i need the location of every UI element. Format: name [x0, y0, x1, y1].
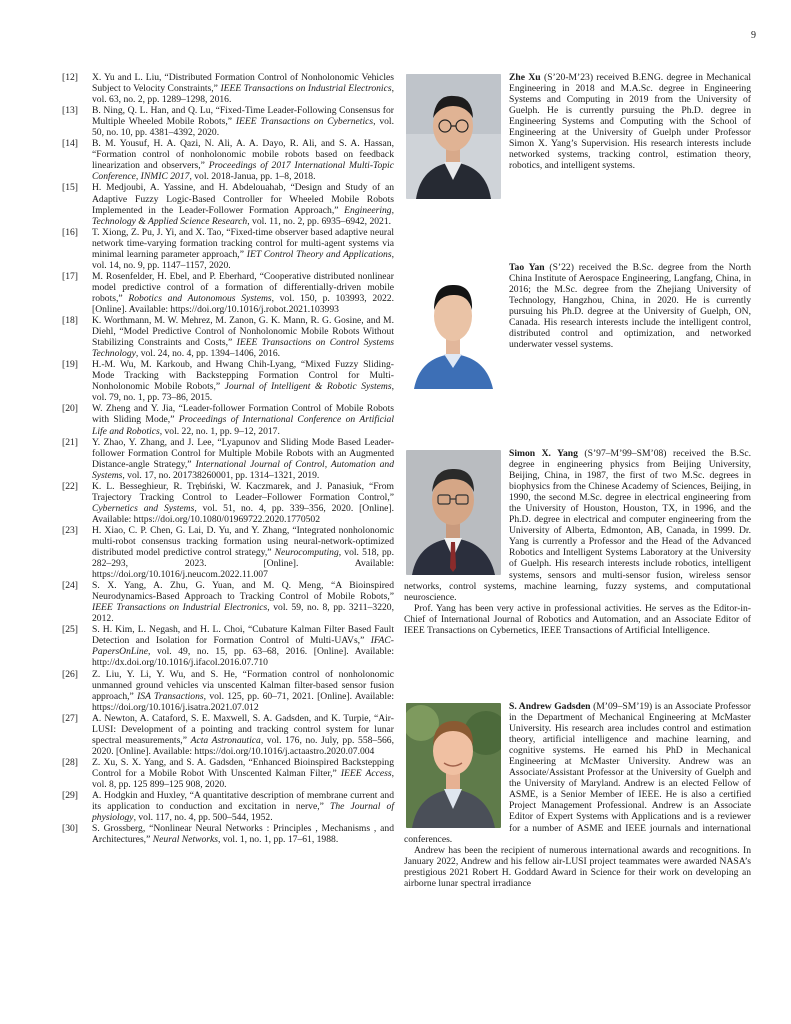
- reference-item: [62, 227, 394, 271]
- bio-text-andrew-gadsden-2: Andrew has been the recipient of numerous international awards and recognitions. In January 2022, Andrew and his fellow air-LUSI project teammates were awarded NASA’s prestigious 2021 Robert H. Goddard Award in Science for their work on developing an airborne lunar spectral irradiance: [404, 844, 751, 889]
- reference-authors-title: S. H. Kim, L. Negash, and H. L. Choi, “Cubature Kalman Filter Based Fault Detection and Isolation for Formation Control of Multi-UAVs,”: [92, 624, 394, 647]
- reference-number: [22]: [62, 480, 78, 492]
- bio-name: Zhe Xu: [509, 72, 541, 83]
- reference-details: , vol. 150, p. 103993, 2022. [Online]. Available: https://doi.org/10.1016/j.robot.2021.103993: [92, 292, 394, 315]
- reference-details: , vol. 79, no. 1, pp. 73–86, 2015.: [92, 381, 394, 404]
- reference-authors-title: M. Rosenfelder, H. Ebel, and P. Eberhard, “Cooperative distributed nonlinear model predictive control of a formation of differentially-driven mobile robots,”: [92, 270, 394, 304]
- bio-text-simon-yang-2: Prof. Yang has been very active in professional activities. He serves as the Editor-in-Chief of International Journal of Robotics and Automation, and an Associate Editor of IEEE Transactions on Cybernetics, IEEE Transactions of Artificial Intelligence.: [404, 602, 751, 636]
- bio-zhe-xu: [404, 72, 751, 262]
- reference-details: , vol. 50, no. 10, pp. 4381–4392, 2020.: [92, 116, 394, 139]
- portrait-photo-andrew-gadsden: [406, 703, 501, 828]
- reference-authors-title: A. Newton, A. Cataford, S. E. Maxwell, S. A. Gadsden, and K. Turpie, “Air-LUSI: Development of a pointing and tracking control system for lunar spectral measurements,”: [92, 712, 394, 746]
- reference-number: [18]: [62, 315, 78, 327]
- reference-venue: International Journal of Control, Automation and Systems: [92, 458, 394, 481]
- reference-item: [62, 72, 394, 105]
- reference-details: , vol. 11, no. 2, pp. 6935–6942, 2021.: [247, 215, 392, 227]
- reference-item: [62, 359, 394, 403]
- bio-name: Simon X. Yang: [509, 448, 578, 459]
- reference-authors-title: K. Worthmann, M. W. Mehrez, M. Zanon, G. K. Mann, R. G. Gosine, and M. Diehl, “Model Predictive Control of Nonholonomic Mobile Robots Without Stabilizing Constraints and Costs,”: [92, 315, 394, 349]
- reference-details: , vol. 176, no. July, pp. 558–566, 2020. [Online]. Available: https://doi.org/10.1016/j.actaastro.2020.07.004: [92, 734, 394, 757]
- reference-venue: The Journal of physiology: [92, 801, 394, 824]
- reference-authors-title: S. Grossberg, “Nonlinear Neural Networks : Principles , Mechanisms , and Architectures,”: [92, 823, 394, 846]
- reference-number: [19]: [62, 359, 78, 371]
- reference-authors-title: Y. Zhao, Y. Zhang, and J. Lee, “Lyapunov and Sliding Mode Based Leader-follower Formation Control for Multiple Mobile Robots with an Augmented Distance-angle Strategy,”: [92, 436, 394, 470]
- reference-venue: Engineering, Technology & Applied Science Research: [92, 204, 394, 227]
- reference-details: , vol. 51, no. 4, pp. 339–356, 2020. [Online]. Available: https://doi.org/10.1080/01969722.2020.1770502: [92, 502, 394, 525]
- reference-number: [20]: [62, 403, 78, 415]
- reference-number: [23]: [62, 524, 78, 536]
- bio-text-zhe-xu: Zhe Xu (S’20-M’23) received B.ENG. degree in Mechanical Engineering in 2018 and M.A.Sc. degree in Engineering Systems and Computing in 2019 from the University of Guelph. He is currently pursuing the Ph.D. degree in Engineering Systems and Computing with the School of Engineering at the University of Guelph under Professor Simon X. Yang’s Supervision. His research interests include networked systems, tracking control, estimation theory, robotics, and intelligent systems.: [509, 72, 752, 172]
- reference-details: , vol. 518, pp. 282–293, 2023. [Online]. Available: https://doi.org/10.1016/j.neucom.2022.11.007: [92, 547, 394, 581]
- reference-venue: Journal of Intelligent & Robotic Systems: [224, 381, 392, 393]
- reference-number: [15]: [62, 182, 78, 194]
- reference-item: [62, 271, 394, 315]
- reference-details: , vol. 24, no. 4, pp. 1394–1406, 2016.: [135, 348, 281, 360]
- reference-authors-title: T. Xiong, Z. Pu, J. Yi, and X. Tao, “Fixed-time observer based adaptive neural network time-varying formation tracking control for multi-agent systems via minimal learning parameter approach,”: [92, 226, 394, 260]
- reference-venue: Cybernetics and Systems: [92, 502, 195, 514]
- reference-item: [62, 403, 394, 436]
- reference-item: [62, 624, 394, 668]
- reference-number: [24]: [62, 580, 78, 592]
- bio-andrew-gadsden: [404, 701, 751, 889]
- portrait-photo-zhe-xu: [406, 74, 501, 199]
- reference-authors-title: H. Xiao, C. P. Chen, G. Lai, D. Yu, and Y. Zhang, “Integrated nonholonomic multi-robot consensus tracking formation using neural-network-optimized distributed model predictive control strategy,”: [92, 524, 394, 559]
- reference-details: , vol. 2018-Janua, pp. 1–8, 2018.: [189, 171, 316, 183]
- reference-details: , vol. 14, no. 9, pp. 1147–1157, 2020.: [92, 248, 394, 271]
- reference-venue: ISA Transactions: [137, 690, 204, 702]
- reference-number: [25]: [62, 624, 78, 636]
- reference-item: [62, 790, 394, 823]
- reference-item: [62, 315, 394, 359]
- reference-number: [26]: [62, 668, 78, 680]
- reference-venue: IEEE Transactions on Industrial Electronics: [220, 83, 392, 95]
- page-number: 9: [751, 30, 756, 41]
- reference-venue: IEEE Transactions on Cybernetics: [235, 116, 374, 128]
- reference-item: [62, 669, 394, 713]
- reference-details: , vol. 22, no. 1, pp. 9–12, 2017.: [159, 425, 280, 437]
- bio-name: Tao Yan: [509, 262, 545, 273]
- reference-item: [62, 713, 394, 757]
- reference-number: [21]: [62, 436, 78, 448]
- reference-authors-title: B. Ning, Q. L. Han, and Q. Lu, “Fixed-Time Leader-Following Consensus for Multiple Wheeled Mobile Robots,”: [92, 105, 394, 128]
- reference-item: [62, 823, 394, 845]
- reference-number: [14]: [62, 138, 78, 150]
- reference-item: [62, 138, 394, 182]
- reference-venue: Neurocomputing: [274, 547, 339, 559]
- reference-item: [62, 105, 394, 138]
- bio-text-andrew-gadsden: S. Andrew Gadsden (M’09–SM’19) is an Associate Professor in the Department of Mechanical Engineering at McMaster University. His research area includes control and estimation theory, artificial intelligence and machine learning, and cognitive systems. He earned his PhD in Mechanical Engineering at McMaster University. Andrew was an Associate/Assistant Professor at the University of Guelph and the University of Maryland. Andrew is an elected Fellow of ASME, is a Senior Member of IEEE. He is also a certified Project Management Professional. Andrew is an Associate Editor of Expert Systems with Applications and is a reviewer for a number of ASME and IEEE journals and international conferences.: [404, 701, 751, 845]
- reference-details: , vol. 8, pp. 125 899–125 908, 2020.: [92, 767, 394, 790]
- biographies: [404, 72, 751, 889]
- bio-name: S. Andrew Gadsden: [509, 701, 591, 712]
- reference-authors-title: X. Yu and L. Liu, “Distributed Formation Control of Nonholonomic Vehicles Subject to Velocity Constraints,”: [92, 72, 394, 95]
- reference-authors-title: Z. Xu, S. X. Yang, and S. A. Gadsden, “Enhanced Bioinspired Backstepping Control for a Mobile Robot With Unscented Kalman Filter,”: [92, 756, 394, 779]
- reference-details: , vol. 117, no. 4, pp. 500–544, 1952.: [133, 812, 273, 824]
- reference-authors-title: H. Medjoubi, A. Yassine, and H. Abdelouahab, “Design and Study of an Adaptive Fuzzy Logic-Based Controller for Wheeled Mobile Robots Implemented in the Leader-Follower Formation Approach,”: [92, 182, 394, 216]
- reference-venue: IEEE Transactions on Industrial Electronics: [92, 602, 268, 614]
- reference-item: [62, 182, 394, 226]
- reference-authors-title: H.-M. Wu, M. Karkoub, and Hwang Chih-Lyang, “Mixed Fuzzy Sliding-Mode Tracking with Backstepping Formation Control for Multi-Nonholonomic Mobile Robots,”: [92, 359, 394, 393]
- bio-tao-yan: [404, 262, 751, 448]
- reference-number: [16]: [62, 226, 78, 238]
- reference-number: [17]: [62, 270, 78, 282]
- reference-details: , vol. 49, no. 15, pp. 63–68, 2016. [Online]. Available: http://dx.doi.org/10.1016/j.ifacol.2016.07.710: [92, 646, 394, 669]
- reference-venue: Proceedings of International Conference on Artificial Life and Robotics: [92, 414, 394, 437]
- reference-details: , vol. 125, pp. 60–71, 2021. [Online]. Available: https://doi.org/10.1016/j.isatra.2021.07.012: [92, 690, 394, 713]
- reference-item: [62, 481, 394, 525]
- references-list: [62, 72, 394, 845]
- reference-number: [27]: [62, 712, 78, 724]
- reference-venue: IEEE Access: [340, 767, 392, 779]
- reference-authors-title: S. X. Yang, A. Zhu, G. Yuan, and M. Q. Meng, “A Bioinspired Neurodynamics-Based Approach to Tracking Control of Mobile Robots,”: [92, 580, 394, 603]
- reference-authors-title: W. Zheng and Y. Jia, “Leader-follower Formation Control of Mobile Robots with Sliding Mode,”: [92, 403, 394, 426]
- reference-number: [13]: [62, 105, 78, 117]
- bio-text-tao-yan: Tao Yan (S’22) received the B.Sc. degree from the North China Institute of Aerospace Engineering, Langfang, China, in 2016; the M.Sc. degree from the Zhejiang University of Technology, Hangzhou, China, in 2020. He is currently pursuing his Ph.D. degree at the University of Guelph, ON, Canada. His research interests include the intelligent control, distributed control and optimization, and networked underwater vessel systems.: [509, 262, 751, 351]
- reference-details: , vol. 1, no. 1, pp. 17–61, 1988.: [218, 834, 339, 846]
- reference-details: , vol. 17, no. 201738260001, pp. 1314–1321, 2019.: [122, 469, 320, 481]
- bio-simon-yang: [404, 448, 751, 701]
- reference-number: [12]: [62, 72, 78, 83]
- reference-number: [30]: [62, 823, 78, 835]
- reference-venue: Robotics and Autonomous Systems: [128, 292, 272, 304]
- reference-item: [62, 580, 394, 624]
- reference-details: , vol. 59, no. 8, pp. 3211–3220, 2012.: [92, 602, 394, 625]
- reference-item: [62, 525, 394, 580]
- reference-venue: Neural Networks: [152, 834, 219, 846]
- reference-venue: IET Control Theory and Applications: [246, 248, 392, 260]
- reference-number: [29]: [62, 790, 78, 802]
- reference-item: [62, 437, 394, 481]
- bio-text-simon-yang: Simon X. Yang (S’97–M’99–SM’08) received the B.Sc. degree in engineering physics from Beijing University, Beijing, China, in 1987, the first of two M.Sc. degrees in biophysics from the Chinese Academy of Sciences, Beijing, in 1990, the second M.Sc. degree in electrical engineering from the University of Houston, Houston, TX, in 1996, and the Ph.D. degree in electrical and computer engineering from the University of Alberta, Edmonton, AB, Canada, in 1999. Dr. Yang is currently a Professor and the Head of the Advanced Robotics and Intelligent Systems Laboratory at the University of Guelph. His research interests include robotics, intelligent systems, sensors and multi-sensor fusion, wireless sensor networks, control systems, machine learning, fuzzy systems, and computational neuroscience.: [404, 448, 752, 603]
- portrait-photo-simon-yang: [406, 450, 501, 575]
- reference-details: , vol. 63, no. 2, pp. 1289–1298, 2016.: [92, 83, 394, 106]
- reference-venue: IEEE Transactions on Control Systems Technology: [92, 337, 394, 360]
- reference-venue: IFAC-PapersOnLine: [92, 635, 394, 658]
- reference-authors-title: B. M. Yousuf, H. A. Qazi, N. Ali, A. A. Dayo, R. Ali, and S. A. Hassan, “Formation control of nonholonomic mobile robots based on feedback linearization and observers,”: [92, 138, 394, 172]
- reference-authors-title: Z. Liu, Y. Li, Y. Wu, and S. He, “Formation control of nonholonomic unmanned ground vehicles via unscented Kalman filter-based sensor fusion approach,”: [92, 668, 394, 702]
- reference-venue: Proceedings of 2017 International Multi-Topic Conference, INMIC 2017: [92, 160, 394, 183]
- reference-authors-title: K. L. Besseghieur, R. Trębiński, W. Kaczmarek, and J. Panasiuk, “From Trajectory Tracking Control to Leader–Follower Formation Control,”: [92, 480, 394, 503]
- reference-venue: Acta Astronautica: [190, 734, 261, 746]
- portrait-photo-tao-yan: [406, 264, 501, 389]
- reference-number: [28]: [62, 756, 78, 768]
- reference-authors-title: A. Hodgkin and Huxley, “A quantitative description of membrane current and its application to conduction and excitation in nerve,”: [92, 790, 394, 813]
- reference-item: [62, 757, 394, 790]
